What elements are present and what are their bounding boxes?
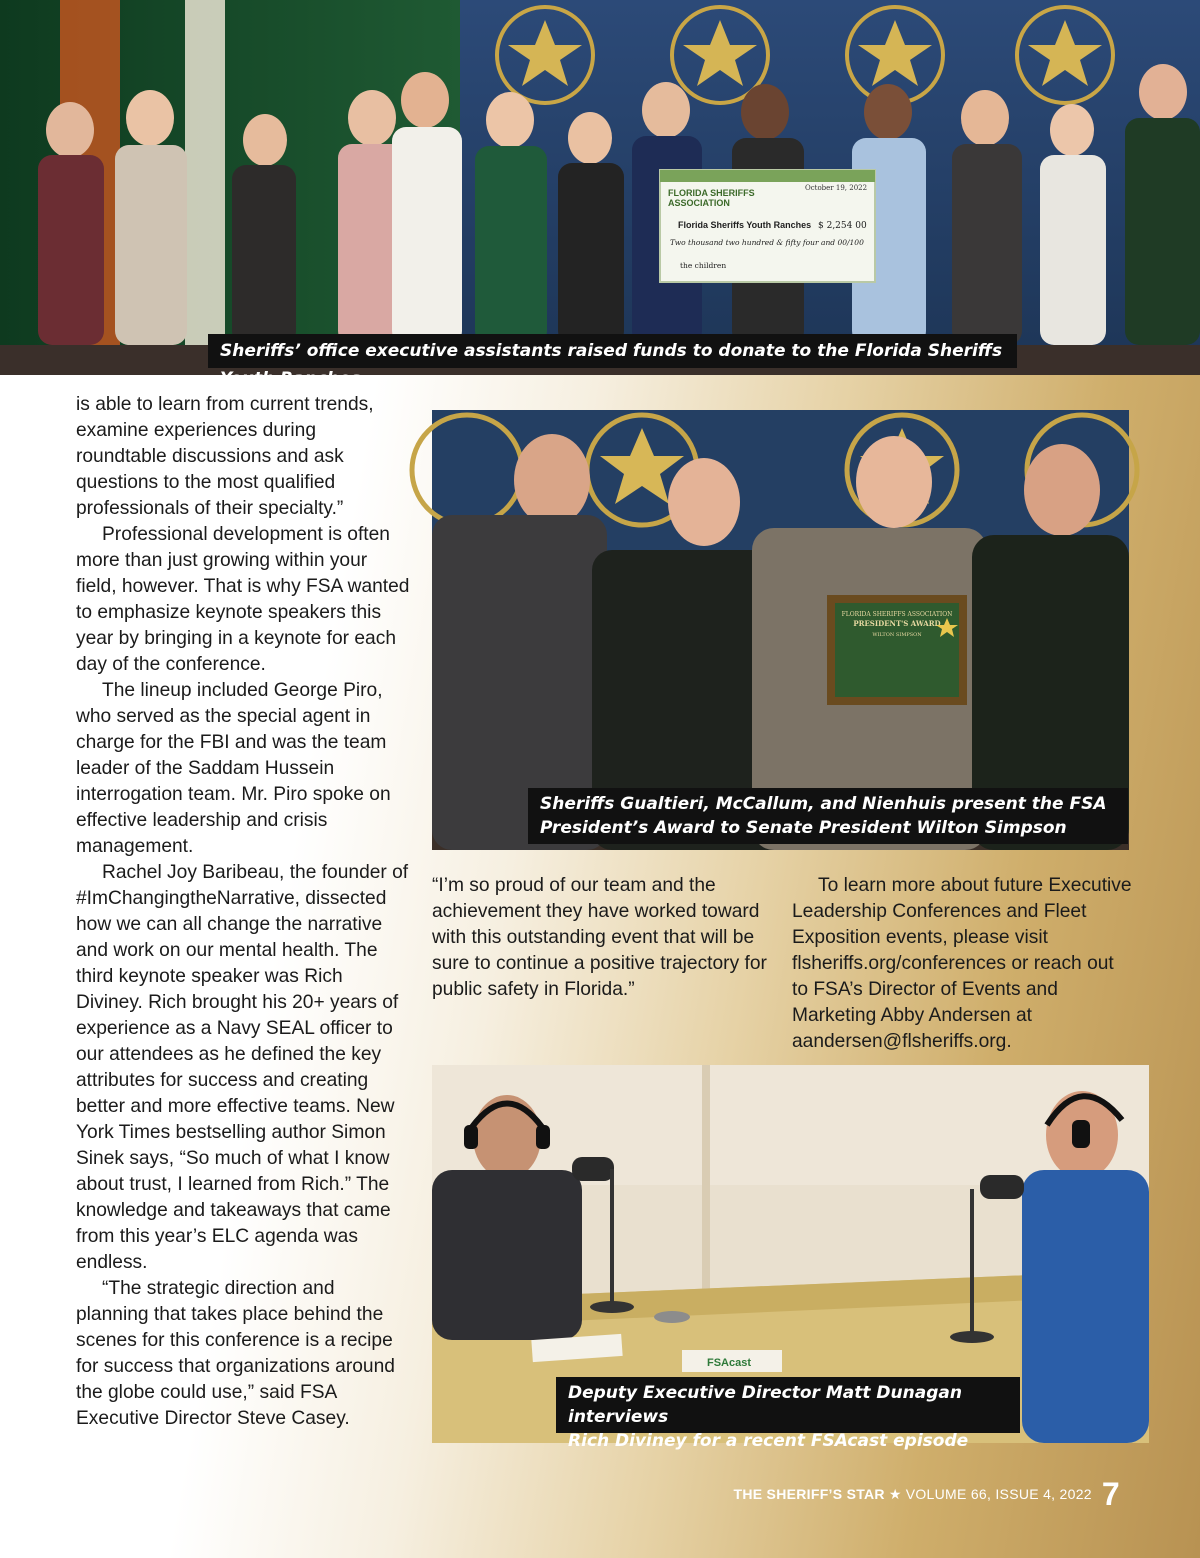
middle-paragraph-1: “I’m so proud of our team and the achievement they have worked toward with this outstanding event that will be sure to continue a positive trajectory for public safety in Florida.” bbox=[432, 875, 767, 1000]
top-photo-caption: Sheriffs’ office executive assistants raised funds to donate to the Florida Sheriffs Youth Ranches bbox=[208, 334, 1017, 368]
middle-photo-caption bbox=[528, 788, 1128, 844]
top-photo bbox=[0, 0, 1200, 389]
left-paragraph-3: The lineup included George Piro, who served as the special agent in charge for the FBI and was the team leader of the Saddam Hussein interrogation team. Mr. Piro spoke on effective leadership and crisis management. bbox=[76, 680, 391, 857]
check-org-line1: FLORIDA SHERIFFS bbox=[668, 188, 755, 198]
middle-photo bbox=[432, 410, 1129, 850]
bottom-caption-line2: Rich Diviney for a recent FSAcast episode bbox=[568, 1431, 969, 1451]
check-org-line2: ASSOCIATION bbox=[668, 198, 730, 208]
bottom-photo-caption bbox=[556, 1377, 1020, 1451]
plaque-line2: PRESIDENT'S AWARD bbox=[853, 619, 941, 628]
left-paragraph-4: Rachel Joy Baribeau, the founder of #ImChangingtheNarrative, dissected how we can all change the narrative and work on our mental health. The third keynote speaker was Rich Diviney. Rich brought his 20+ years of experience as a Navy SEAL officer to our attendees as he defined the key attributes for success and creating better and more effective teams. New York Times bestselling author Simon Sinek says, “So much of what I know about trust, I learned from Rich.” The knowledge and takeaways that came from this year’s ELC agenda was endless. bbox=[76, 862, 409, 1273]
footer-star-icon: ★ bbox=[888, 1485, 902, 1502]
left-column-text bbox=[76, 392, 410, 1432]
check-amount-words: Two thousand two hundred & fifty four and 00/100 bbox=[670, 238, 864, 247]
plaque-line3: WILTON SIMPSON bbox=[872, 632, 922, 638]
footer-issue: VOLUME 66, ISSUE 4, 2022 bbox=[905, 1486, 1092, 1502]
left-paragraph-5: “The strategic direction and planning that takes place behind the scenes for this conference is a recipe for success that organizations around the globe could use,” said FSA Executive Director Steve Casey. bbox=[76, 1278, 395, 1429]
page-number: 7 bbox=[1101, 1476, 1120, 1512]
middle-caption-line2: President’s Award to Senate President Wilton Simpson bbox=[540, 818, 1067, 838]
footer-publication: THE SHERIFF’S STAR bbox=[733, 1486, 885, 1502]
table-card-label: FSAcast bbox=[707, 1357, 752, 1369]
bottom-caption-line1: Deputy Executive Director Matt Dunagan interviews bbox=[568, 1383, 962, 1427]
check-memo: the children bbox=[680, 261, 727, 270]
check-payee: Florida Sheriffs Youth Ranches bbox=[678, 220, 812, 230]
right-column-text bbox=[792, 873, 1132, 1055]
left-paragraph-2: Professional development is often more than just growing within your field, however. That is why FSA wanted to emphasize keynote speakers this year by bringing in a keynote for each day of the conference. bbox=[76, 524, 410, 675]
left-paragraph-1: is able to learn from current trends, examine experiences during roundtable discussions and ask questions to the most qualified professionals of their specialty.” bbox=[76, 394, 374, 519]
right-paragraph-1: To learn more about future Executive Leadership Conferences and Fleet Exposition events, please visit flsheriffs.org/conferences or reach out to FSA’s Director of Events and Marketing Abby Andersen at aandersen@flsheriffs.org. bbox=[792, 875, 1132, 1052]
page-footer bbox=[733, 1478, 1120, 1510]
middle-caption-line1: Sheriffs Gualtieri, McCallum, and Nienhuis present the FSA bbox=[540, 794, 1107, 814]
middle-column-text bbox=[432, 873, 767, 1003]
award-photo-illustration bbox=[432, 410, 1129, 850]
check-date: October 19, 2022 bbox=[805, 184, 868, 192]
bottom-photo bbox=[432, 1065, 1149, 1451]
group-photo-illustration bbox=[0, 0, 1200, 375]
check-amount: $ 2,254 00 bbox=[818, 221, 867, 231]
plaque-line1: FLORIDA SHERIFFS ASSOCIATION bbox=[841, 611, 953, 618]
